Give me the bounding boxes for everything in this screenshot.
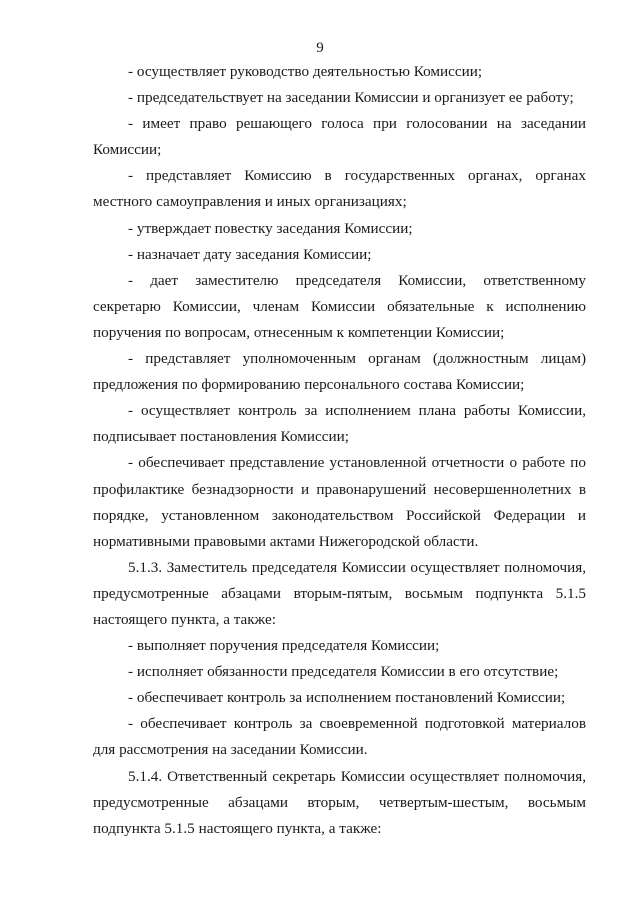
paragraph: 5.1.4. Ответственный секретарь Комиссии осуществляет полномочия, предусмотренные абзацами вторым, четвертым-шестым, восьмым подпункта 5.1.5 настоящего пункта, а также: [93,767,586,837]
paragraph: - обеспечивает контроль за своевременной подготовкой материалов для рассмотрения на заседании Комиссии. [93,715,586,759]
paragraph: - осуществляет контроль за исполнением плана работы Комиссии, подписывает постановления Комиссии; [93,402,586,446]
paragraph: - имеет право решающего голоса при голосовании на заседании Комиссии; [93,115,586,159]
paragraph: - выполняет поручения председателя Комиссии; [128,637,440,655]
document-body [93,59,586,842]
paragraph: - исполняет обязанности председателя Комиссии в его отсутствие; [128,663,559,681]
paragraph: - представляет Комиссию в государственных органах, органах местного самоуправления и иных организациях; [93,167,586,211]
paragraph: - утверждает повестку заседания Комиссии; [128,219,413,237]
paragraph: - осуществляет руководство деятельностью Комиссии; [128,63,483,80]
paragraph: - дает заместителю председателя Комиссии, ответственному секретарю Комиссии, членам Комиссии обязательные к исполнению поручения по вопросам, отнесенным к компетенции Комиссии; [93,271,586,341]
paragraph: - представляет уполномоченным органам (должностным лицам) предложения по формированию персонального состава Комиссии; [93,350,586,394]
paragraph: - обеспечивает представление установленной отчетности о работе по профилактике безнадзорности и правонарушений несовершеннолетних в порядке, установленном законодательством Российской Федерации и нормативными правовыми актами Нижегородской области. [93,454,586,550]
page-number: 9 [316,40,324,56]
paragraph: 5.1.3. Заместитель председателя Комиссии осуществляет полномочия, предусмотренные абзацами вторым-пятым, восьмым подпункта 5.1.5 настоящего пункта, а также: [93,558,586,628]
paragraph: - назначает дату заседания Комиссии; [128,245,372,263]
paragraph: - председательствует на заседании Комиссии и организует ее работу; [128,89,574,107]
paragraph: - обеспечивает контроль за исполнением постановлений Комиссии; [128,689,566,707]
